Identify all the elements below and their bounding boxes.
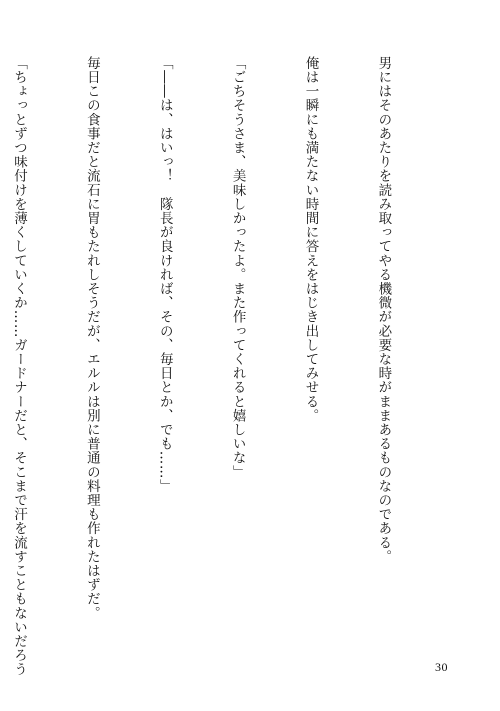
text-line: 「ちょっとずつ味付けを薄くしていくか……ガードナーだと、そこまで汗を流すこともないだろう xyxy=(10,56,27,677)
text-line: 俺は一瞬にも満たない時間に答えをはじき出してみせる。 xyxy=(302,56,319,423)
text-line: 「――は、はいっ！ 隊長が良ければ、その、毎日とか、でも……」 xyxy=(156,56,173,494)
text-line: 「ごちそうさま、美味しかったよ。また作ってくれると嬉しいな」 xyxy=(229,56,246,479)
text-line: 毎日この食事だと流石に胃もたれしそうだが、エルルは別に普通の料理も作れたはずだ。 xyxy=(83,56,100,620)
text-line: 男にはそのあたりを読み取ってやる機微が必要な時がままあるものなのである。 xyxy=(375,56,392,564)
page-number: 30 xyxy=(435,660,448,674)
